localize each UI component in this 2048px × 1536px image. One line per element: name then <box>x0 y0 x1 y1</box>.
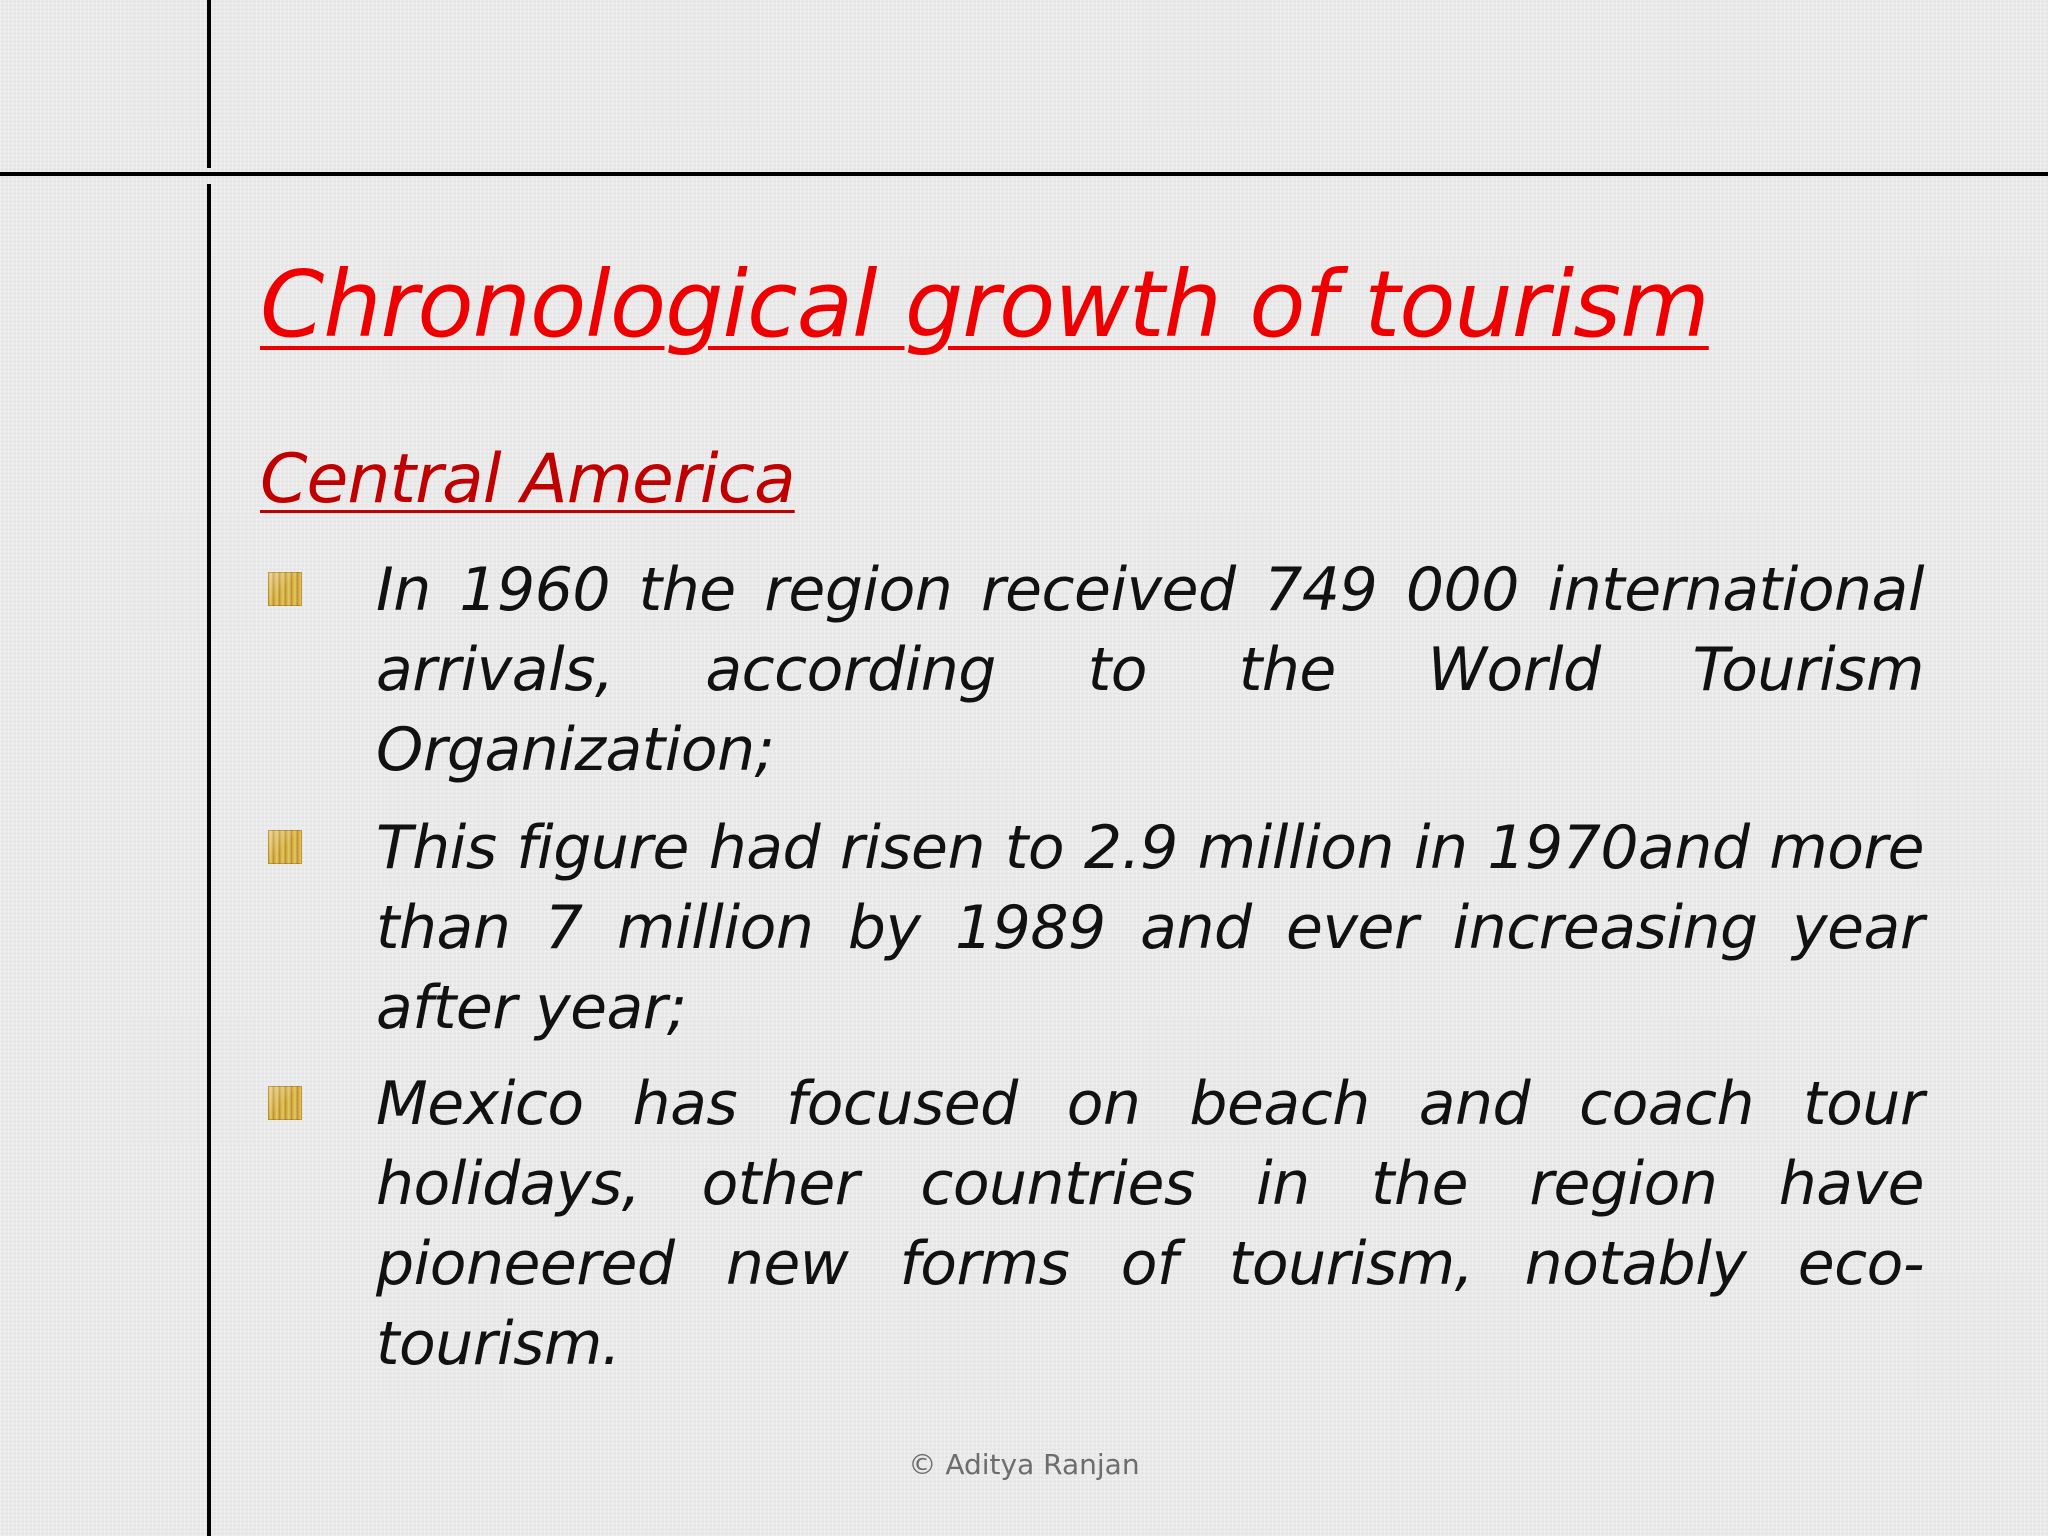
top-vertical-rule <box>207 0 211 168</box>
left-vertical-rule <box>207 184 211 1536</box>
slide-title: Chronological growth of tourism <box>260 251 1709 358</box>
bullet-item-2: This figure had risen to 2.9 million in 1970and more than 7 million by 1989 and ever increasing year after year; <box>376 813 1924 1043</box>
footer-copyright: © Aditya Ranjan <box>908 1448 1140 1481</box>
bullet-item-3: Mexico has focused on beach and coach tour holidays, other countries in the region have pioneered new forms of tourism, notably eco-tourism. <box>376 1069 1924 1379</box>
horizontal-rule <box>0 172 2048 176</box>
bullet-icon <box>268 1086 302 1120</box>
bullet-icon <box>268 830 302 864</box>
bullet-icon <box>268 572 302 606</box>
slide-subtitle: Central America <box>260 440 795 519</box>
bullet-item-1: In 1960 the region received 749 000 international arrivals, according to the World Tourism Organization; <box>376 555 1924 785</box>
